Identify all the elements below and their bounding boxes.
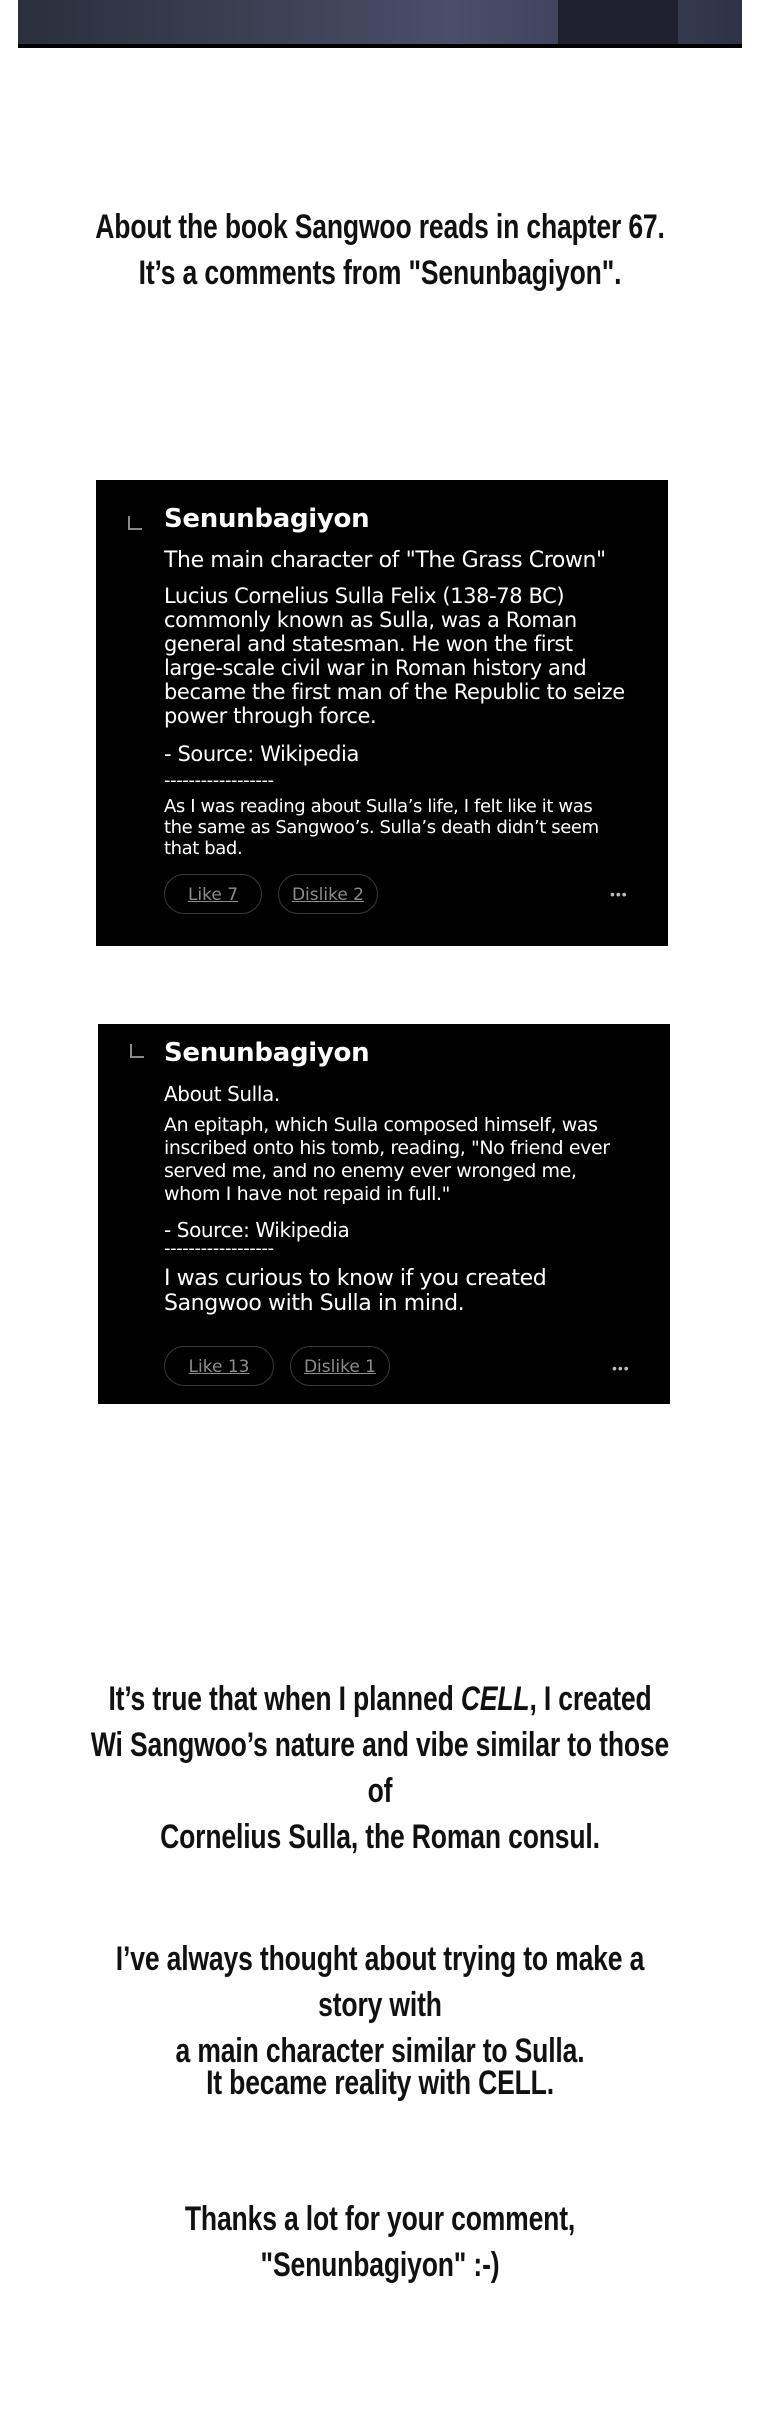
comment-note-line: I was curious to know if you created (164, 1266, 547, 1291)
comment-source: - Source: Wikipedia (164, 742, 359, 766)
reply-p1-line-1-pre: It’s true that when I planned (108, 1680, 461, 1718)
comment-body-line: general and statesman. He won the first (164, 632, 573, 656)
comment-note-line: As I was reading about Sulla’s life, I felt like it was (164, 796, 593, 817)
reply-p4-line: Thanks a lot for your comment, "Senunbagiyon" :-) (184, 2200, 576, 2284)
more-options-icon[interactable]: ••• (612, 1360, 630, 1376)
comment-source: - Source: Wikipedia (164, 1218, 350, 1242)
comic-panel-shadow (558, 0, 678, 44)
reply-paragraph-4 (84, 2196, 677, 2288)
comment-body-line: power through force. (164, 704, 377, 728)
comment-body-line: large-scale civil war in Roman history and (164, 656, 587, 680)
dislike-button[interactable]: Dislike 2 (278, 874, 378, 914)
reply-p2-line-1: I’ve always thought about trying to make a story with (115, 1940, 645, 2024)
like-button[interactable]: Like 13 (164, 1346, 274, 1386)
reply-p1-line-1 (84, 1676, 677, 1722)
comment-body-line: An epitaph, which Sulla composed himself, was (164, 1114, 598, 1136)
dislike-button[interactable]: Dislike 1 (290, 1346, 390, 1386)
comment-author[interactable]: Senunbagiyon (164, 1038, 370, 1068)
reply-p1-line-1-em: CELL (460, 1680, 530, 1718)
more-options-icon[interactable]: ••• (610, 886, 628, 902)
comment-title: The main character of "The Grass Crown" (164, 548, 606, 573)
comment-note-line: Sangwoo with Sulla in mind. (164, 1291, 465, 1316)
comic-panel-fragment (18, 0, 742, 48)
comment-note (164, 796, 599, 859)
reply-p1-line-3: Cornelius Sulla, the Roman consul. (160, 1818, 600, 1856)
comment-body (164, 1114, 610, 1206)
comment-title: About Sulla. (164, 1082, 280, 1106)
comment-author[interactable]: Senunbagiyon (164, 504, 370, 534)
reply-paragraph-1 (84, 1676, 677, 1860)
comment-body-line: served me, and no enemy ever wronged me, (164, 1160, 577, 1182)
comment-card-1 (96, 480, 668, 946)
comment-divider: ------------------ (164, 1238, 274, 1259)
comment-body-line: became the first man of the Republic to seize (164, 680, 625, 704)
intro-line-2: It’s a comments from "Senunbagiyon". (138, 254, 622, 292)
like-button[interactable]: Like 7 (164, 874, 262, 914)
comment-note (164, 1266, 546, 1316)
comment-card-2 (98, 1024, 670, 1404)
comment-body-line: Lucius Cornelius Sulla Felix (138-78 BC) (164, 584, 565, 608)
comment-note-line: that bad. (164, 838, 243, 859)
reply-paragraph-2 (84, 1936, 677, 2074)
comment-body (164, 584, 625, 728)
intro-line-1: About the book Sangwoo reads in chapter 67. (95, 208, 665, 246)
comment-body-line: inscribed onto his tomb, reading, "No friend ever (164, 1137, 610, 1159)
reply-p3-line: It became reality with CELL. (206, 2064, 554, 2102)
reply-paragraph-3 (84, 2060, 677, 2106)
comment-body-line: whom I have not repaid in full." (164, 1183, 451, 1205)
reply-arrow-icon (130, 1044, 144, 1058)
intro-caption (84, 204, 677, 296)
reply-arrow-icon (128, 516, 142, 530)
comment-divider: ------------------ (164, 770, 274, 791)
reply-p1-line-2: Wi Sangwoo’s nature and vibe similar to those of (90, 1726, 670, 1810)
reply-p2-line-2: a main character similar to Sulla. (175, 2032, 585, 2070)
reply-p1-line-1-post: , I created (529, 1680, 652, 1718)
comment-body-line: commonly known as Sulla, was a Roman (164, 608, 577, 632)
comment-note-line: the same as Sangwoo’s. Sulla’s death didn’t seem (164, 817, 599, 838)
